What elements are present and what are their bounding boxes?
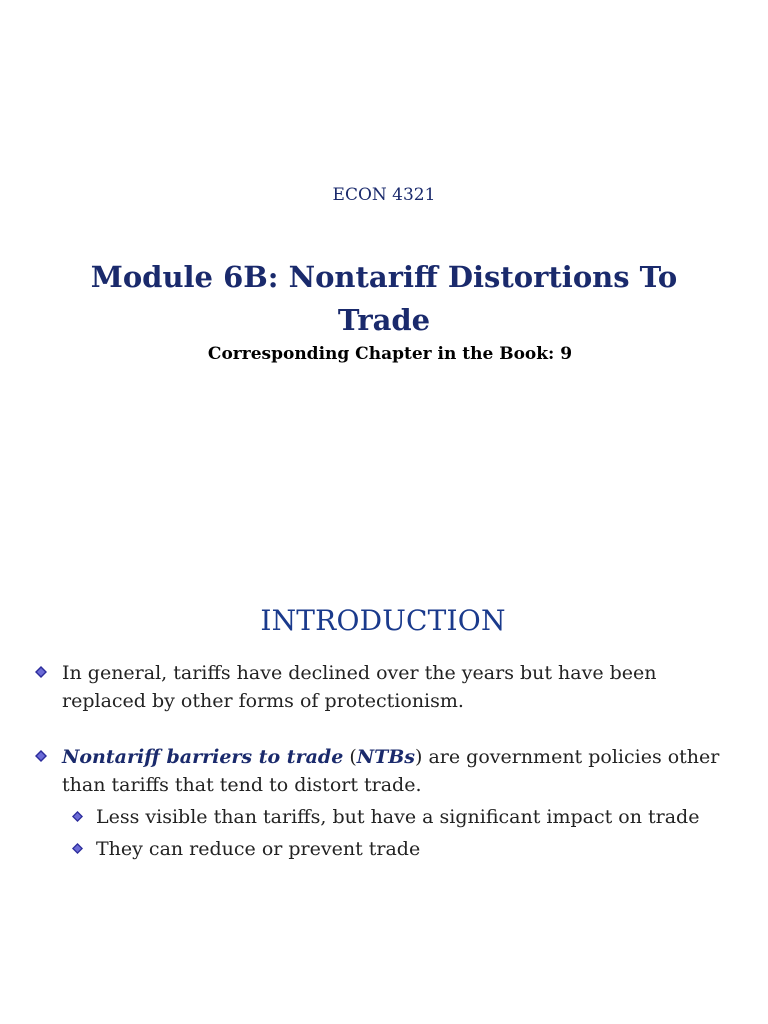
module-title: Module 6B: Nontariff Distortions To Trade — [90, 260, 678, 337]
bullet-text: In general, tariffs have declined over the years but have been replaced by other forms of protectionism. — [62, 662, 657, 712]
paren-close: ) — [415, 746, 423, 768]
course-code: ECON 4321 — [332, 185, 436, 205]
chapter-subtitle: Corresponding Chapter in the Book: 9 — [207, 344, 573, 364]
sub-bullet-item — [62, 835, 733, 863]
diamond-bullet-icon — [35, 750, 47, 762]
diamond-bullet-icon — [72, 811, 83, 822]
bullet-item — [33, 659, 733, 715]
introduction-slide — [0, 512, 768, 1024]
sub-bullet-text: Less visible than tariffs, but have a significant impact on trade — [96, 806, 700, 828]
bullet-text: are government policies other than tariffs that tend to distort trade. — [62, 746, 720, 796]
sub-bullet-text: They can reduce or prevent trade — [96, 838, 421, 860]
diamond-bullet-icon — [35, 666, 47, 678]
key-term: Nontariff barriers to trade — [62, 746, 344, 768]
paren-open: ( — [343, 746, 357, 768]
diamond-bullet-icon — [72, 843, 83, 854]
bullet-item — [33, 743, 733, 863]
term-abbreviation: NTBs — [356, 746, 415, 768]
section-heading: INTRODUCTION — [260, 604, 506, 637]
sub-bullet-item — [62, 803, 733, 831]
bullet-list — [33, 659, 733, 863]
